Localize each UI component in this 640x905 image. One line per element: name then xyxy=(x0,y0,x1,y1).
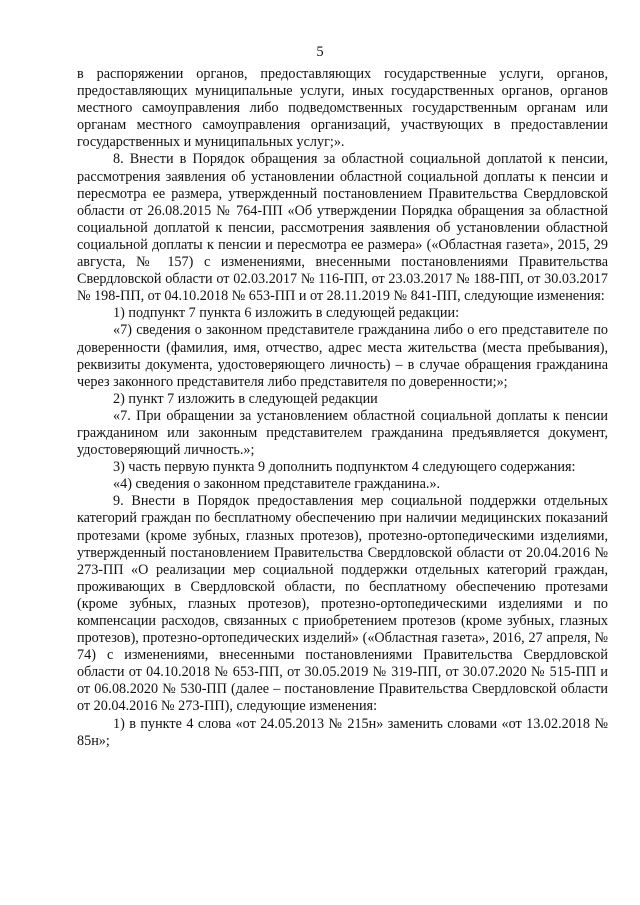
paragraph-continuation: в распоряжении органов, предоставляющих государственные услуги, органов, предоставляющих муниципальные услуги, иных государственных органов, органов местного самоуправления либо подведомственных государственным органам или органам местного самоуправления организаций, участвующих в предоставлении государственных и муниципальных услуг;». xyxy=(77,66,608,151)
page-number: 5 xyxy=(316,44,324,60)
paragraph-quote-8-2: «7. При обращении за установлением областной социальной доплаты к пенсии гражданином или законным представителем гражданина предъявляется документ, удостоверяющий личность.»; xyxy=(77,407,608,459)
paragraph-subitem-8-3: 3) часть первую пункта 9 дополнить подпунктом 4 следующего содержания: xyxy=(113,459,576,476)
paragraph-subitem-8-1: 1) подпункт 7 пункта 6 изложить в следующей редакции: xyxy=(113,305,460,322)
paragraph-item-8: 8. Внести в Порядок обращения за областной социальной доплатой к пенсии, рассмотрения заявления об установлении областной социальной доплаты к пенсии и пересмотра ее размера, утвержденный постановлением Правительства Свердловской области от 26.08.2015 № 764-ПП «Об утверждении Порядка обращения за областной социальной доплатой к пенсии, рассмотрения заявления об установлении областной социальной доплаты к пенсии и пересмотра ее размера» («Областная газета», 2015, 29 августа, № 157) с изменениями, внесенными постановлениями Правительства Свердловской области от 02.03.2017 № 116-ПП, от 23.03.2017 № 188-ПП, от 30.03.2017 № 198-ПП, от 04.10.2018 № 653-ПП и от 28.11.2019 № 841-ПП, следующие изменения: xyxy=(77,151,608,305)
paragraph-quote-8-1: «7) сведения о законном представителе гражданина либо о его представителе по доверенности (фамилия, имя, отчество, адрес места жительства (места пребывания), реквизиты документа, удостоверяющего личность) – в случае обращения гражданина через законного представителя либо представителя по доверенности;»; xyxy=(77,322,608,390)
paragraph-quote-8-3: «4) сведения о законном представителе гражданина.». xyxy=(113,476,441,493)
document-body xyxy=(77,66,608,750)
paragraph-subitem-9-1: 1) в пункте 4 слова «от 24.05.2013 № 215н» заменить словами «от 13.02.2018 № 85н»; xyxy=(77,715,608,749)
paragraph-subitem-8-2: 2) пункт 7 изложить в следующей редакции xyxy=(113,390,378,407)
paragraph-item-9: 9. Внести в Порядок предоставления мер социальной поддержки отдельных категорий граждан по бесплатному обеспечению при наличии медицинских показаний протезами (кроме зубных, глазных протезов), протезно-ортопедическими изделиями, утвержденный постановлением Правительства Свердловской области от 20.04.2016 № 273-ПП «О реализации мер социальной поддержки отдельных категорий граждан, проживающих в Свердловской области, по бесплатному обеспечению протезами (кроме зубных, глазных протезов), протезно-ортопедическими изделиями и по компенсации расходов, связанных с приобретением протезов (кроме зубных, глазных протезов), протезно-ортопедических изделий» («Областная газета», 2016, 27 апреля, № 74) с изменениями, внесенными постановлениями Правительства Свердловской области от 04.10.2018 № 653-ПП, от 30.05.2019 № 319-ПП, от 30.07.2020 № 515-ПП и от 06.08.2020 № 530-ПП (далее – постановление Правительства Свердловской области от 20.04.2016 № 273-ПП), следующие изменения: xyxy=(77,493,608,715)
